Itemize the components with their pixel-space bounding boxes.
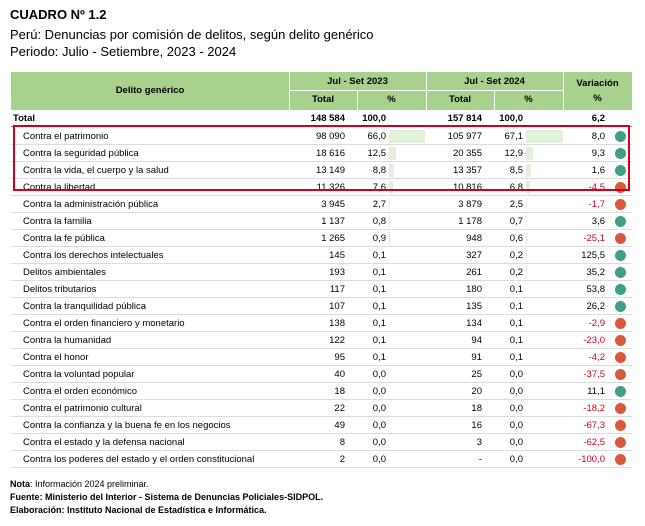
header-total-2024: Total — [449, 94, 471, 105]
row-label: Contra la libertad — [23, 182, 96, 193]
table-header — [11, 72, 632, 110]
row-total-2023: 193 — [329, 267, 345, 278]
row-total-2023: 2 — [339, 454, 345, 465]
row-total-2023: 18 616 — [315, 148, 345, 159]
total-pct-2024: 100,0 — [499, 113, 523, 124]
increase-indicator-icon — [615, 267, 626, 278]
row-total-2024: 20 — [471, 386, 482, 397]
table-row — [11, 196, 632, 213]
row-pct-2024: 0,1 — [509, 335, 523, 346]
row-label: Contra la familia — [23, 216, 92, 227]
row-total-2024: 3 — [476, 437, 482, 448]
row-total-2023: 117 — [329, 284, 345, 295]
row-total-2024: 16 — [471, 420, 482, 431]
increase-indicator-icon — [615, 284, 626, 295]
row-total-2023: 1 265 — [321, 233, 345, 244]
row-variacion: 1,6 — [591, 165, 605, 176]
increase-indicator-icon — [615, 301, 626, 312]
row-pct-2023: 0,1 — [372, 318, 386, 329]
header-period-2024: Jul - Set 2024 — [464, 76, 525, 87]
table-row — [11, 298, 632, 315]
row-pct-2024: 0,6 — [509, 233, 523, 244]
row-label: Delitos tributarios — [23, 284, 97, 295]
table-subtitle: Perú: Denuncias por comisión de delitos, según delito genérico — [10, 27, 374, 42]
total-variacion: 6,2 — [591, 113, 605, 124]
row-pct-2023: 8,8 — [372, 165, 386, 176]
row-total-2024: 13 357 — [452, 165, 482, 176]
row-pct-2024: 8,5 — [509, 165, 523, 176]
decrease-indicator-icon — [615, 454, 626, 465]
increase-indicator-icon — [615, 386, 626, 397]
row-pct-2024: 0,0 — [509, 403, 523, 414]
row-total-2023: 13 149 — [315, 165, 345, 176]
row-pct-2023: 0,1 — [372, 335, 386, 346]
row-variacion: 11,1 — [587, 386, 605, 397]
row-variacion: -1,7 — [588, 199, 605, 210]
row-pct-2024: 0,0 — [509, 420, 523, 431]
row-variacion: -23,0 — [583, 335, 605, 346]
header-pct-2024: % — [524, 94, 533, 105]
row-variacion: 8,0 — [591, 131, 605, 142]
decrease-indicator-icon — [615, 437, 626, 448]
increase-indicator-icon — [615, 250, 626, 261]
row-variacion: 35,2 — [586, 267, 605, 278]
total-2023: 148 584 — [310, 113, 345, 124]
row-total-2024: 948 — [466, 233, 482, 244]
row-label: Contra la tranquilidad pública — [23, 301, 147, 312]
row-variacion: 125,5 — [581, 250, 605, 261]
header-variacion-pct: % — [593, 93, 602, 104]
row-label: Contra el estado y la defensa nacional — [23, 437, 185, 448]
total-2024: 157 814 — [447, 113, 482, 124]
row-variacion: -67,3 — [583, 420, 605, 431]
row-pct-2023: 0,0 — [372, 437, 386, 448]
row-pct-2024: 12,9 — [504, 148, 523, 159]
table-row — [11, 366, 632, 383]
row-total-2024: 3 879 — [458, 199, 482, 210]
row-total-2023: 49 — [334, 420, 345, 431]
row-pct-2024: 0,1 — [509, 352, 523, 363]
row-pct-2023: 0,8 — [372, 216, 386, 227]
decrease-indicator-icon — [615, 335, 626, 346]
row-total-2023: 145 — [329, 250, 345, 261]
row-total-2023: 11 326 — [316, 182, 345, 193]
row-pct-2024: 0,1 — [509, 284, 523, 295]
footnote-fuente: Fuente: Ministerio del Interior - Sistema de Denuncias Policiales-SIDPOL. — [10, 492, 324, 502]
row-label: Contra el orden financiero y monetario — [23, 318, 185, 329]
row-pct-2024: 2,5 — [509, 199, 523, 210]
row-pct-2024: 0,2 — [509, 267, 523, 278]
row-total-2024: 25 — [471, 369, 482, 380]
row-total-2024: 135 — [466, 301, 482, 312]
table-row — [11, 434, 632, 451]
row-variacion: -4,2 — [588, 352, 605, 363]
row-label: Contra la confianza y la buena fe en los negocios — [23, 420, 231, 431]
row-variacion: 3,6 — [591, 216, 605, 227]
row-total-2023: 107 — [329, 301, 345, 312]
table-row — [11, 281, 632, 298]
row-pct-2024: 6,8 — [509, 182, 523, 193]
row-total-2024: 261 — [466, 267, 482, 278]
row-pct-2023: 7,6 — [372, 182, 386, 193]
row-total-2024: 105 977 — [447, 131, 482, 142]
row-total-2023: 3 945 — [321, 199, 345, 210]
total-pct-2023: 100,0 — [362, 113, 386, 124]
row-pct-2023: 0,0 — [372, 369, 386, 380]
row-variacion: 9,3 — [591, 148, 605, 159]
row-label: Contra la seguridad pública — [23, 148, 139, 159]
row-pct-2023: 0,0 — [372, 386, 386, 397]
row-label: Contra los poderes del estado y el orden constitucional — [23, 454, 255, 465]
header-total-2023: Total — [312, 94, 334, 105]
row-label: Contra el patrimonio cultural — [23, 403, 142, 414]
row-pct-2023: 66,0 — [367, 131, 386, 142]
row-pct-2024: 0,2 — [509, 250, 523, 261]
header-variacion: Variación — [576, 78, 619, 89]
row-pct-2024: 0,7 — [509, 216, 523, 227]
header-pct-2023: % — [387, 94, 396, 105]
row-total-2023: 122 — [329, 335, 345, 346]
row-pct-2024: 0,1 — [509, 301, 523, 312]
highlight-box — [13, 125, 630, 191]
row-pct-2023: 0,1 — [372, 250, 386, 261]
table-row — [11, 264, 632, 281]
row-total-2023: 138 — [329, 318, 345, 329]
decrease-indicator-icon — [615, 199, 626, 210]
row-variacion: -62,5 — [583, 437, 605, 448]
row-pct-2023: 0,1 — [372, 301, 386, 312]
row-pct-2024: 0,0 — [509, 369, 523, 380]
row-pct-2024: 67,1 — [504, 131, 523, 142]
row-pct-2024: 0,0 — [509, 454, 523, 465]
table-row — [11, 383, 632, 400]
row-total-2024: 18 — [471, 403, 482, 414]
table-row — [11, 247, 632, 264]
row-label: Contra los derechos intelectuales — [23, 250, 164, 261]
row-total-2024: 327 — [466, 250, 482, 261]
row-label: Contra la humanidad — [23, 335, 112, 346]
decrease-indicator-icon — [615, 318, 626, 329]
table-row — [11, 417, 632, 434]
decrease-indicator-icon — [615, 403, 626, 414]
row-pct-2023: 0,1 — [372, 267, 386, 278]
row-total-2024: 94 — [471, 335, 482, 346]
table-period: Periodo: Julio - Setiembre, 2023 - 2024 — [10, 44, 237, 59]
row-variacion: -18,2 — [583, 403, 605, 414]
row-pct-2023: 0,0 — [372, 420, 386, 431]
row-label: Contra la voluntad popular — [23, 369, 135, 380]
row-variacion: 53,8 — [586, 284, 605, 295]
row-total-2023: 40 — [334, 369, 345, 380]
row-variacion: -25,1 — [583, 233, 605, 244]
row-total-2024: 134 — [466, 318, 482, 329]
pct-bar-2023 — [389, 198, 390, 211]
footnote-nota: Nota: Información 2024 preliminar. — [10, 479, 149, 489]
row-pct-2023: 0,0 — [372, 403, 386, 414]
row-label: Contra la fe pública — [23, 233, 105, 244]
row-total-2024: 180 — [466, 284, 482, 295]
increase-indicator-icon — [615, 216, 626, 227]
table-row — [11, 332, 632, 349]
row-total-2023: 8 — [339, 437, 345, 448]
row-label: Contra la administración pública — [23, 199, 159, 210]
row-label: Contra el patrimonio — [23, 131, 109, 142]
row-variacion: -2,9 — [588, 318, 605, 329]
row-pct-2023: 0,0 — [372, 454, 386, 465]
row-total-2023: 98 090 — [315, 131, 345, 142]
row-total-2023: 95 — [334, 352, 345, 363]
row-total-2024: 20 355 — [452, 148, 482, 159]
row-total-2024: - — [478, 454, 482, 465]
row-total-2024: 91 — [471, 352, 482, 363]
table-row — [11, 400, 632, 417]
row-pct-2023: 0,1 — [372, 284, 386, 295]
decrease-indicator-icon — [615, 233, 626, 244]
row-pct-2023: 0,9 — [372, 233, 386, 244]
row-pct-2023: 12,5 — [367, 148, 386, 159]
row-label: Contra el orden económico — [23, 386, 138, 397]
row-variacion: -4,5 — [588, 182, 605, 193]
total-label: Total — [13, 113, 35, 124]
table-row — [11, 349, 632, 366]
row-pct-2023: 0,1 — [372, 352, 386, 363]
row-total-2023: 1 137 — [321, 216, 345, 227]
row-total-2023: 22 — [334, 403, 345, 414]
row-variacion: -100,0 — [578, 454, 605, 465]
decrease-indicator-icon — [615, 352, 626, 363]
row-pct-2024: 0,1 — [509, 318, 523, 329]
footnote-elaboracion: Elaboración: Instituto Nacional de Estadística e Informática. — [10, 505, 267, 515]
row-label: Contra la vida, el cuerpo y la salud — [23, 165, 169, 176]
row-label: Delitos ambientales — [23, 267, 106, 278]
row-variacion: 26,2 — [586, 301, 605, 312]
table-row — [11, 230, 632, 247]
row-variacion: -37,5 — [583, 369, 605, 380]
row-pct-2024: 0,0 — [509, 386, 523, 397]
table-row — [11, 315, 632, 332]
header-delito: Delito genérico — [115, 85, 185, 96]
row-pct-2024: 0,0 — [509, 437, 523, 448]
decrease-indicator-icon — [615, 369, 626, 380]
table-row — [11, 451, 632, 468]
header-period-2023: Jul - Set 2023 — [327, 76, 388, 87]
row-total-2024: 1 178 — [458, 216, 482, 227]
table-title: CUADRO Nº 1.2 — [10, 7, 107, 22]
row-label: Contra el honor — [23, 352, 89, 363]
pct-bar-2024 — [526, 198, 527, 211]
row-total-2023: 18 — [334, 386, 345, 397]
table-row — [11, 213, 632, 230]
row-total-2024: 10 816 — [452, 182, 482, 193]
row-pct-2023: 2,7 — [372, 199, 386, 210]
decrease-indicator-icon — [615, 420, 626, 431]
